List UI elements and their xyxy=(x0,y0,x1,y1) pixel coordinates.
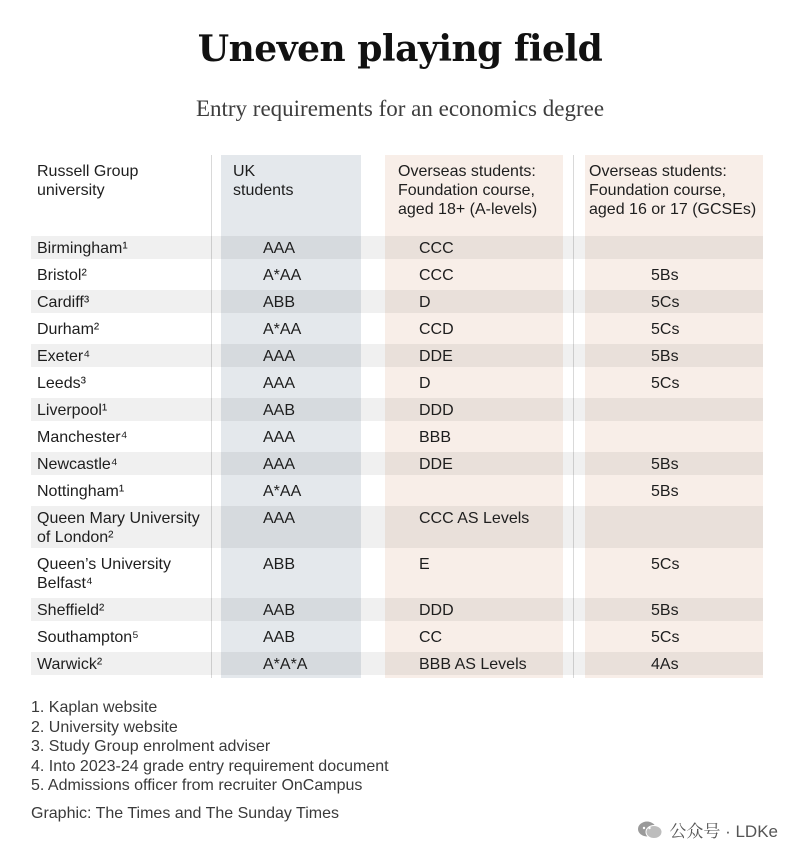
overseas-gcse-cell: 5Cs xyxy=(651,294,680,311)
overseas-a-levels-cell: CCC xyxy=(419,240,454,257)
overseas-gcse-cell: 5Bs xyxy=(651,483,679,500)
header-overseas-gcses: Overseas students: Foundation course, aged 16 or 17 (GCSEs) xyxy=(589,163,757,218)
table-row xyxy=(31,425,763,448)
university-cell: Bristol² xyxy=(37,267,87,284)
university-cell: Exeter⁴ xyxy=(37,348,91,365)
uk-requirement-cell: A*AA xyxy=(263,321,302,338)
overseas-gcse-cell: 5Cs xyxy=(651,375,680,392)
overseas-gcse-cell: 5Cs xyxy=(651,321,680,338)
overseas-a-levels-cell: D xyxy=(419,294,431,311)
wechat-icon xyxy=(637,820,663,840)
uk-requirement-cell: AAA xyxy=(263,429,296,446)
overseas-gcse-cell: 5Bs xyxy=(651,348,679,365)
uk-requirement-cell: ABB xyxy=(263,556,296,573)
uk-requirement-cell: AAB xyxy=(263,602,296,619)
university-cell: Queen’s University Belfast⁴ xyxy=(37,556,171,592)
university-cell: Southampton⁵ xyxy=(37,629,139,646)
uk-requirement-cell: A*A*A xyxy=(263,656,308,673)
source-credit: Graphic: The Times and The Sunday Times xyxy=(31,805,340,822)
uk-requirement-cell: AAA xyxy=(263,240,296,257)
overseas-a-levels-cell: DDE xyxy=(419,456,453,473)
overseas-a-levels-cell: DDD xyxy=(419,602,454,619)
uk-requirement-cell: AAA xyxy=(263,510,296,527)
uk-requirement-cell: ABB xyxy=(263,294,296,311)
header-uk-students: UK students xyxy=(233,163,294,199)
uk-requirement-cell: AAA xyxy=(263,348,296,365)
table-row xyxy=(31,452,763,475)
university-cell: Nottingham¹ xyxy=(37,483,125,500)
uk-requirement-cell: AAB xyxy=(263,402,296,419)
table-row xyxy=(31,371,763,394)
overseas-a-levels-cell: BBB AS Levels xyxy=(419,656,527,673)
table-row xyxy=(31,398,763,421)
table-row xyxy=(31,236,763,259)
overseas-a-levels-cell: CCC xyxy=(419,267,454,284)
overseas-a-levels-cell: CC xyxy=(419,629,443,646)
university-cell: Queen Mary University of London² xyxy=(37,510,200,546)
overseas-gcse-cell: 5Cs xyxy=(651,556,680,573)
university-cell: Warwick² xyxy=(37,656,103,673)
overseas-gcse-cell: 5Bs xyxy=(651,456,679,473)
footnote: 5. Admissions officer from recruiter OnCampus xyxy=(31,777,363,794)
table-row xyxy=(31,263,763,286)
overseas-a-levels-cell: BBB xyxy=(419,429,452,446)
uk-requirement-cell: A*AA xyxy=(263,267,302,284)
header-university: Russell Group university xyxy=(37,163,139,199)
university-cell: Durham² xyxy=(37,321,100,338)
university-cell: Manchester⁴ xyxy=(37,429,128,446)
chart-title: Uneven playing field xyxy=(197,28,603,70)
table-row xyxy=(31,290,763,313)
table-row xyxy=(31,552,763,594)
uk-requirement-cell: AAB xyxy=(263,629,296,646)
overseas-gcse-cell: 5Bs xyxy=(651,267,679,284)
overseas-gcse-cell: 5Bs xyxy=(651,602,679,619)
table-row xyxy=(31,344,763,367)
footnote: 2. University website xyxy=(31,718,178,736)
overseas-gcse-cell: 4As xyxy=(651,656,679,673)
university-cell: Leeds³ xyxy=(37,375,86,392)
footnote: 4. Into 2023-24 grade entry requirement document xyxy=(31,757,389,775)
table-row xyxy=(31,317,763,340)
uk-requirement-cell: AAA xyxy=(263,456,296,473)
footnote: 1. Kaplan website xyxy=(31,699,158,716)
overseas-a-levels-cell: CCD xyxy=(419,321,454,338)
table-row xyxy=(31,652,763,675)
university-cell: Sheffield² xyxy=(37,602,105,619)
overseas-a-levels-cell: D xyxy=(419,375,431,392)
table-row xyxy=(31,625,763,648)
university-cell: Liverpool¹ xyxy=(37,402,108,419)
footnotes xyxy=(31,698,389,796)
overseas-a-levels-cell: E xyxy=(419,556,430,573)
uk-requirement-cell: A*AA xyxy=(263,483,302,500)
overseas-a-levels-cell: CCC AS Levels xyxy=(419,510,530,527)
table-row xyxy=(31,479,763,502)
university-cell: Newcastle⁴ xyxy=(37,456,118,473)
overseas-gcse-cell: 5Cs xyxy=(651,629,680,646)
uk-requirement-cell: AAA xyxy=(263,375,296,392)
table-row xyxy=(31,598,763,621)
watermark-text: 公众号 · LDKe xyxy=(669,822,778,841)
overseas-a-levels-cell: DDE xyxy=(419,348,453,365)
overseas-a-levels-cell: DDD xyxy=(419,402,454,419)
footnote: 3. Study Group enrolment adviser xyxy=(31,738,271,755)
university-cell: Cardiff³ xyxy=(37,294,90,311)
watermark xyxy=(637,817,778,842)
university-cell: Birmingham¹ xyxy=(37,240,128,257)
header-overseas-a-levels: Overseas students: Foundation course, aged 18+ (A-levels) xyxy=(398,163,538,218)
table-row xyxy=(31,506,763,548)
chart-subtitle: Entry requirements for an economics degree xyxy=(195,96,605,121)
